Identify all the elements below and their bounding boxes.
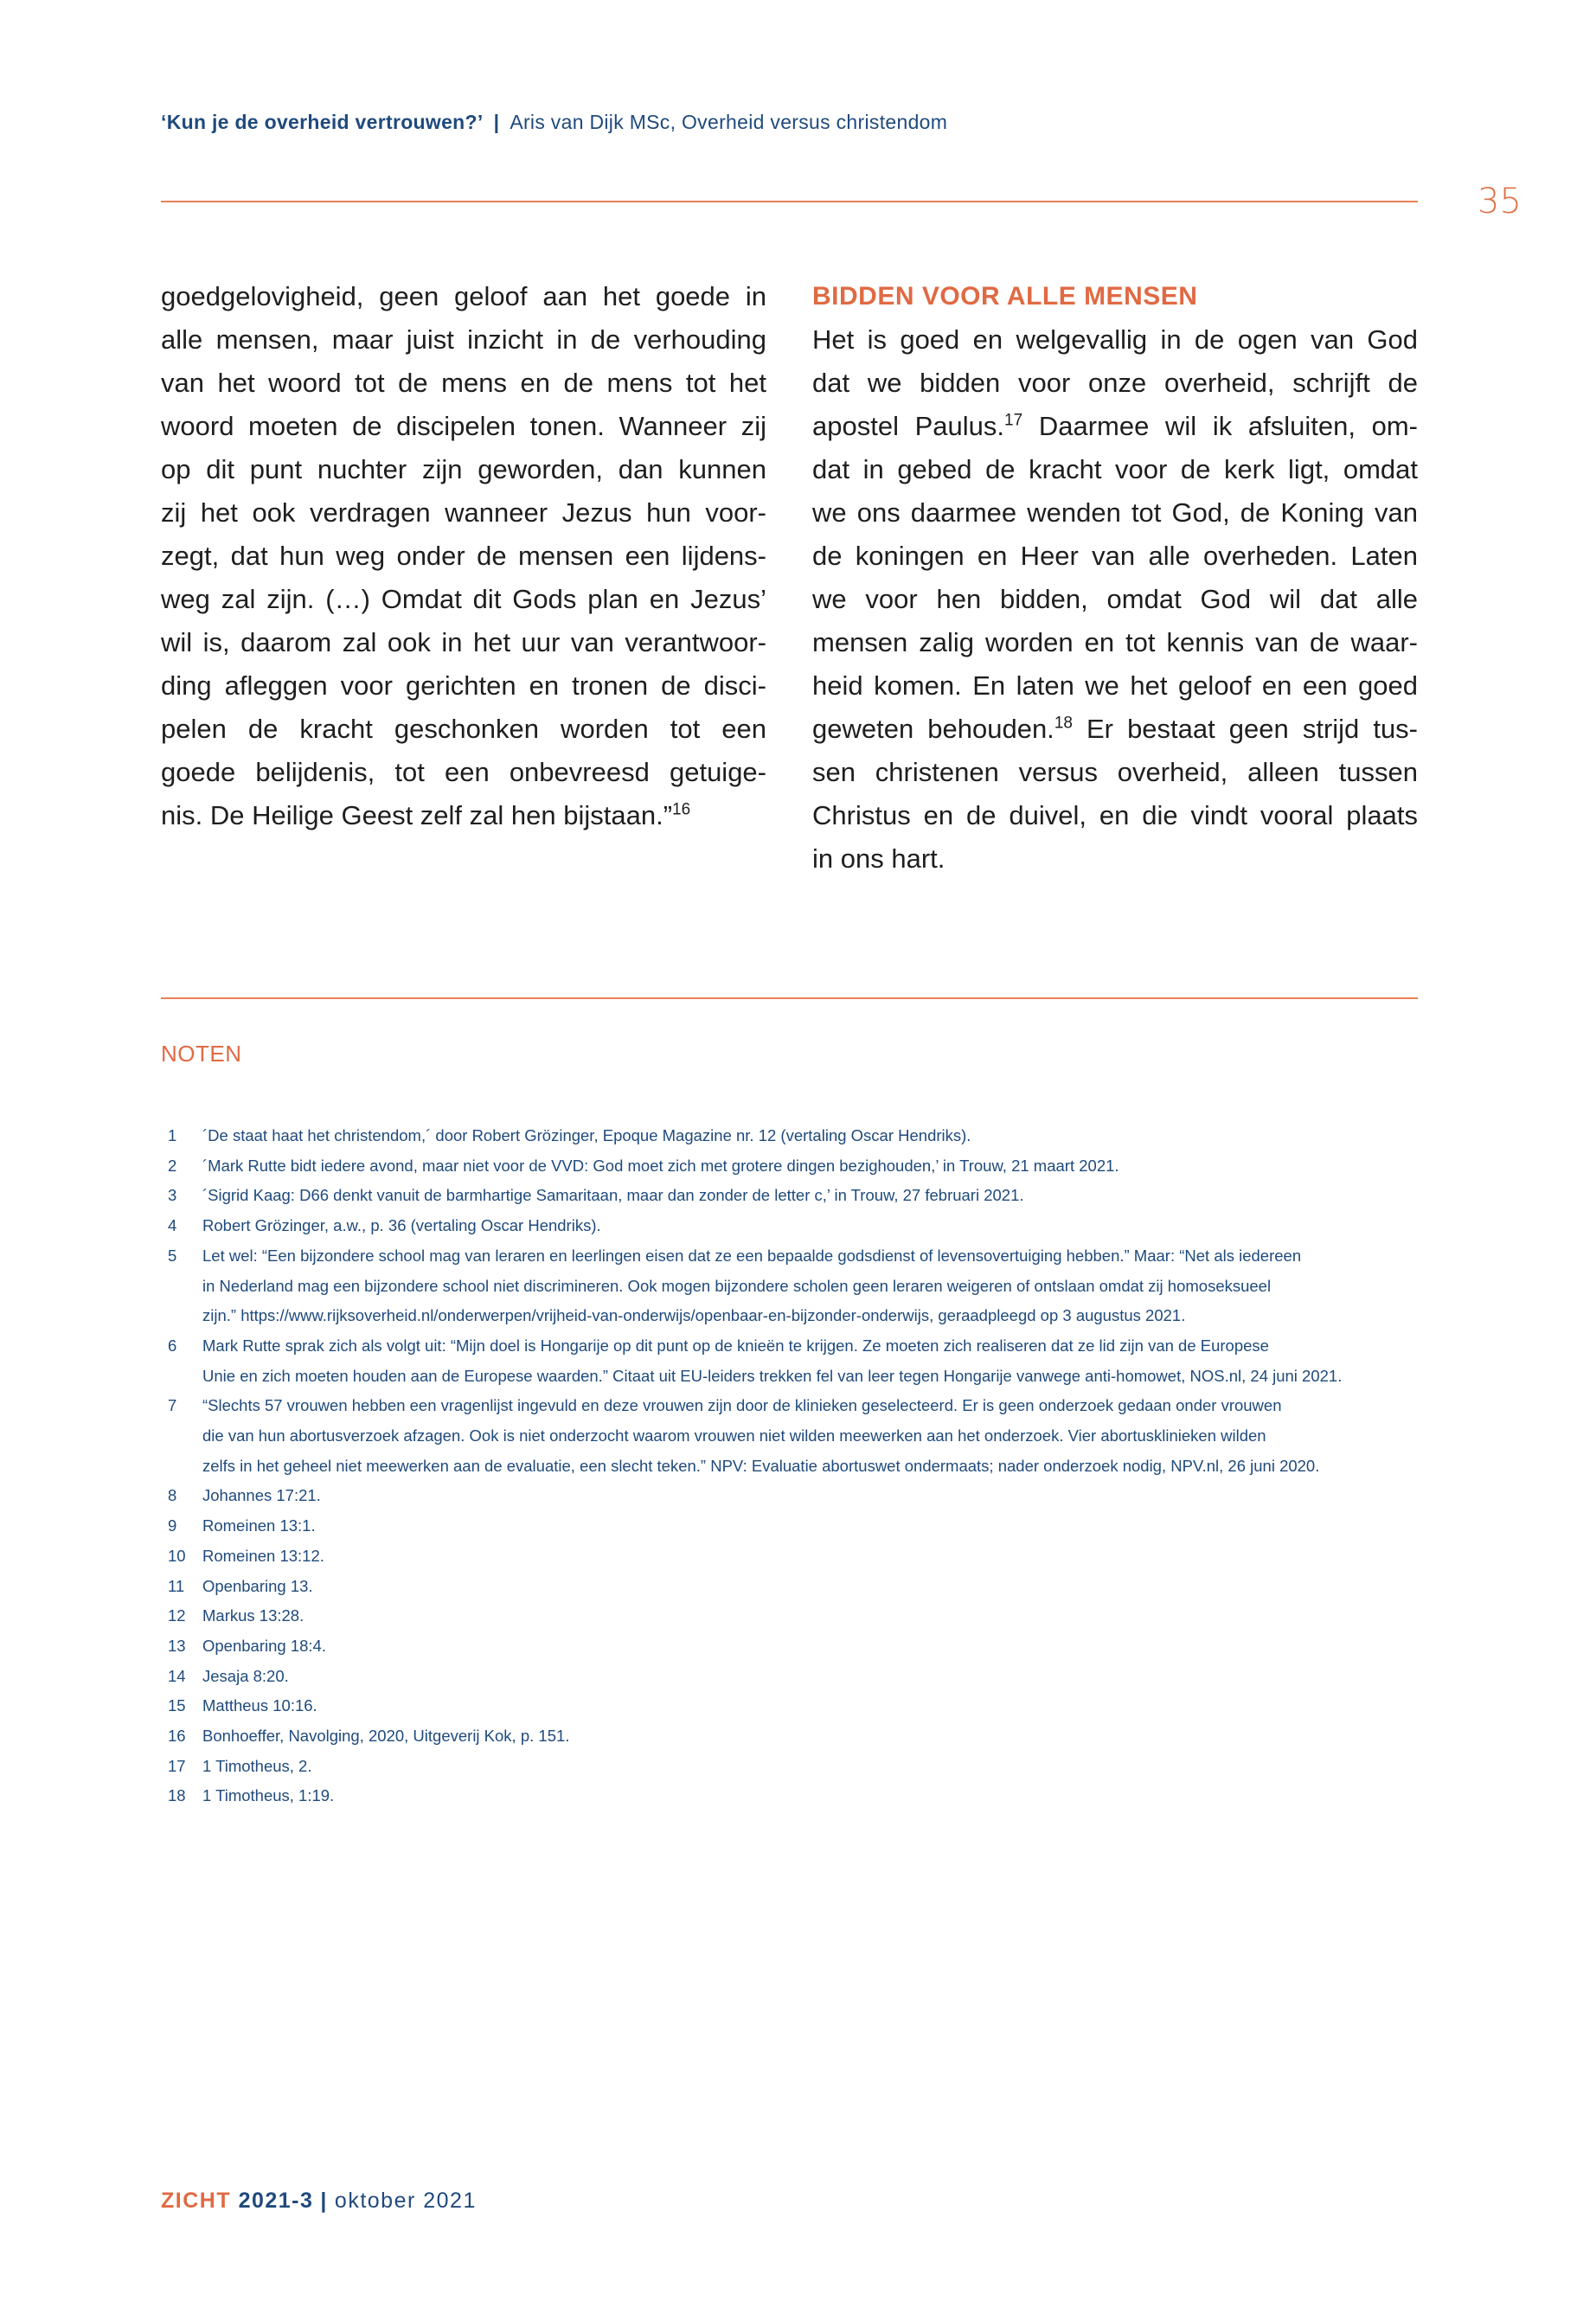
notes-rule (161, 997, 1418, 999)
footnote-line: ´Mark Rutte bidt iedere avond, maar niet voor de VVD: God moet zich met grotere dingen bezighouden,’ in Trouw, 21 maart 2021. (202, 1156, 1119, 1175)
footnote-line: Robert Grözinger, a.w., p. 36 (vertaling Oscar Hendriks). (202, 1216, 601, 1235)
footnote-number: 9 (168, 1516, 177, 1535)
footnote-text (202, 1601, 1431, 1631)
right-column (812, 275, 1418, 881)
body-line: geweten behouden.$^{18}$ Er bestaat geen strijd tus- (812, 714, 1419, 744)
footnote-line: ´De staat haat het christendom,´ door Robert Grözinger, Epoque Magazine nr. 12 (vertaling Oscar Hendriks). (202, 1126, 971, 1144)
footnote-item (168, 1601, 1431, 1631)
footnote-number: 10 (168, 1546, 186, 1565)
footnote-line: Romeinen 13:12. (202, 1546, 324, 1565)
footnote-item (168, 1631, 1431, 1662)
body-line: dat we bidden voor onze overheid, schrijft de (812, 368, 1418, 398)
body-line: apostel Paulus.$^{17}$ Daarmee wil ik afsluiten, om- (812, 411, 1418, 441)
footnote-number: 3 (168, 1186, 177, 1205)
footnote-line: Mattheus 10:16. (202, 1696, 317, 1715)
footnote-line: Markus 13:28. (202, 1606, 304, 1625)
body-line: zegt, dat hun weg onder de mensen een lijdens- (161, 541, 766, 571)
footnote-text (202, 1691, 1431, 1721)
body-line: de koningen en Heer van alle overheden. Laten (812, 541, 1418, 571)
footnote-line: Openbaring 13. (202, 1576, 313, 1595)
footnote-text (202, 1781, 1431, 1811)
footnote-item (168, 1151, 1431, 1182)
footnote-line: die van hun abortusverzoek afzagen. Ook is niet onderzocht waarom vrouwen niet wilden meewerken aan het onderzoek. Vier abortusklinieken wilden (202, 1426, 1266, 1445)
footnote-text (202, 1331, 1431, 1391)
issue-number: 2021-3 (238, 2189, 314, 2213)
footnote-text (202, 1181, 1431, 1211)
body-line: alle mensen, maar juist inzicht in de verhouding (161, 324, 766, 355)
section-heading: BIDDEN VOOR ALLE MENSEN (812, 282, 1198, 311)
footnote-line: Romeinen 13:1. (202, 1516, 316, 1535)
footnote-text (202, 1631, 1431, 1662)
article-title: ‘Kun je de overheid vertrouwen?’ (161, 111, 484, 133)
body-line: van het woord tot de mens en de mens tot het (161, 368, 766, 398)
footnote-item (168, 1572, 1431, 1602)
footnote-number: 2 (168, 1156, 177, 1175)
running-header (161, 111, 947, 134)
body-line: in ons hart. (812, 843, 945, 874)
footnote-line: zijn.” https://www.rijksoverheid.nl/onderwerpen/vrijheid-van-onderwijs/openbaar-en-bijzonder-onderwijs, geraadpleegd op 3 augustus 2021. (202, 1306, 1186, 1325)
page-footer (161, 2189, 477, 2214)
body-line: Het is goed en welgevallig in de ogen van God (812, 324, 1418, 355)
footnote-line: 1 Timotheus, 2. (202, 1756, 312, 1775)
footnote-item (168, 1721, 1431, 1752)
footnote-number: 12 (168, 1606, 186, 1625)
footnote-number: 14 (168, 1666, 186, 1685)
footnote-number: 11 (168, 1576, 185, 1595)
body-line: woord moeten de discipelen tonen. Wanneer zij (161, 411, 766, 441)
footnote-item (168, 1241, 1431, 1331)
body-line: ding afleggen voor gerichten en tronen de disci- (161, 670, 766, 701)
header-separator: | (493, 111, 500, 133)
footnote-line: Bonhoeffer, Navolging, 2020, Uitgeverij Kok, p. 151. (202, 1727, 570, 1746)
footnote-number: 8 (168, 1486, 177, 1505)
footnote-number: 16 (168, 1727, 186, 1746)
footnote-number: 17 (168, 1756, 186, 1775)
footer-separator: | (320, 2189, 328, 2213)
footnote-line: “Slechts 57 vrouwen hebben een vragenlijst ingevuld en deze vrouwen zijn door de klinieken geselecteerd. Er is geen onderzoek gedaan onder vrouwen (202, 1396, 1282, 1415)
issue-date: oktober 2021 (334, 2189, 477, 2213)
footnote-number: 18 (168, 1786, 186, 1805)
footnote-item (168, 1391, 1431, 1481)
footnote-line: in Nederland mag een bijzondere school niet discrimineren. Ook mogen bijzondere scholen geen leraren weigeren of ontslaan omdat zij homoseksueel (202, 1276, 1272, 1295)
footnote-line: 1 Timotheus, 1:19. (202, 1786, 335, 1805)
body-line: goede belijdenis, tot een onbevreesd getuige- (161, 757, 766, 787)
body-line: we voor hen bidden, omdat God wil dat alle (812, 584, 1418, 614)
body-line: zij het ook verdragen wanneer Jezus hun voor- (161, 497, 766, 528)
footnote-number: 4 (168, 1216, 177, 1235)
footnote-item (168, 1121, 1431, 1151)
footnotes-list (168, 1121, 1431, 1811)
footnote-ref[interactable]: 18 (1054, 714, 1073, 733)
body-line: wil is, daarom zal ook in het uur van verantwoor- (161, 627, 766, 657)
footnote-line: Mark Rutte sprak zich als volgt uit: “Mijn doel is Hongarije op dit punt op de knieën te krijgen. Ze moeten zich realiseren dat ze lid zijn van de Europese (202, 1336, 1269, 1355)
body-line: weg zal zijn. (…) Omdat dit Gods plan en Jezus’ (161, 584, 766, 614)
footnote-number: 13 (168, 1636, 186, 1655)
footnote-item (168, 1511, 1431, 1541)
footnote-line: zelfs in het geheel niet meewerken aan de evaluatie, een slecht teken.” NPV: Evaluatie abortuswet ondermaats; nader onderzoek nodig, NPV.nl, 26 juni 2020. (202, 1456, 1320, 1475)
left-column (161, 275, 766, 837)
footnote-text (202, 1151, 1431, 1182)
footnote-text (202, 1752, 1431, 1782)
footnote-text (202, 1211, 1431, 1241)
body-line: goedgelovigheid, geen geloof aan het goede in (161, 281, 766, 311)
footnote-number: 6 (168, 1336, 177, 1355)
footnote-number: 7 (168, 1396, 177, 1415)
footnote-item (168, 1541, 1431, 1572)
body-line: dat in gebed de kracht voor de kerk ligt, omdat (812, 454, 1418, 484)
article-subtitle: Aris van Dijk MSc, Overheid versus christendom (510, 111, 948, 133)
body-line: heid komen. En laten we het geloof en een goed (812, 670, 1418, 701)
footnote-text (202, 1541, 1431, 1572)
footnote-item (168, 1662, 1431, 1692)
footnote-text (202, 1481, 1431, 1511)
footnote-line: Johannes 17:21. (202, 1486, 321, 1505)
footnote-item (168, 1781, 1431, 1811)
magazine-name: ZICHT (161, 2189, 232, 2213)
footnote-text (202, 1121, 1431, 1151)
body-line: mensen zalig worden en tot kennis van de waar- (812, 627, 1418, 657)
footnote-text (202, 1391, 1431, 1481)
footnote-text (202, 1572, 1431, 1602)
footnote-ref[interactable]: 17 (1004, 411, 1023, 430)
page-number: 35 (1477, 182, 1522, 221)
body-line: sen christenen versus overheid, alleen tussen (812, 757, 1418, 787)
footnote-text (202, 1241, 1431, 1331)
body-line: pelen de kracht geschonken worden tot een (161, 714, 766, 744)
footnote-ref[interactable]: 16 (672, 800, 691, 819)
body-line: Christus en de duivel, en die vindt vooral plaats (812, 800, 1418, 830)
notes-title: NOTEN (161, 1041, 242, 1067)
header-rule (161, 201, 1418, 202)
footnote-number: 5 (168, 1246, 177, 1265)
footnote-number: 1 (168, 1126, 177, 1144)
body-line: we ons daarmee wenden tot God, de Koning van (812, 497, 1418, 528)
footnote-text (202, 1511, 1431, 1541)
footnote-text (202, 1721, 1431, 1752)
body-line: op dit punt nuchter zijn geworden, dan kunnen (161, 454, 766, 484)
footnote-line: Let wel: “Een bijzondere school mag van leraren en leerlingen eisen dat ze een bepaalde godsdienst of levensovertuiging hebben.” Maar: “Net als iedereen (202, 1246, 1302, 1265)
body-line: nis. De Heilige Geest zelf zal hen bijstaan.”$^{16}$ (161, 800, 691, 830)
footnote-item (168, 1481, 1431, 1511)
footnote-number: 15 (168, 1696, 186, 1715)
footnote-text (202, 1662, 1431, 1692)
footnote-line: Unie en zich moeten houden aan de Europese waarden.” Citaat uit EU-leiders trekken fel van leer tegen Hongarije vanwege anti-homowet, NOS.nl, 24 juni 2021. (202, 1366, 1343, 1385)
footnote-line: ´Sigrid Kaag: D66 denkt vanuit de barmhartige Samaritaan, maar dan zonder de letter c,’ in Trouw, 27 februari 2021. (202, 1186, 1024, 1205)
footnote-item (168, 1752, 1431, 1782)
footnote-item (168, 1211, 1431, 1241)
footnote-item (168, 1691, 1431, 1721)
footnote-item (168, 1331, 1431, 1391)
footnote-item (168, 1181, 1431, 1211)
footnote-line: Jesaja 8:20. (202, 1666, 289, 1685)
footnote-line: Openbaring 18:4. (202, 1636, 326, 1655)
